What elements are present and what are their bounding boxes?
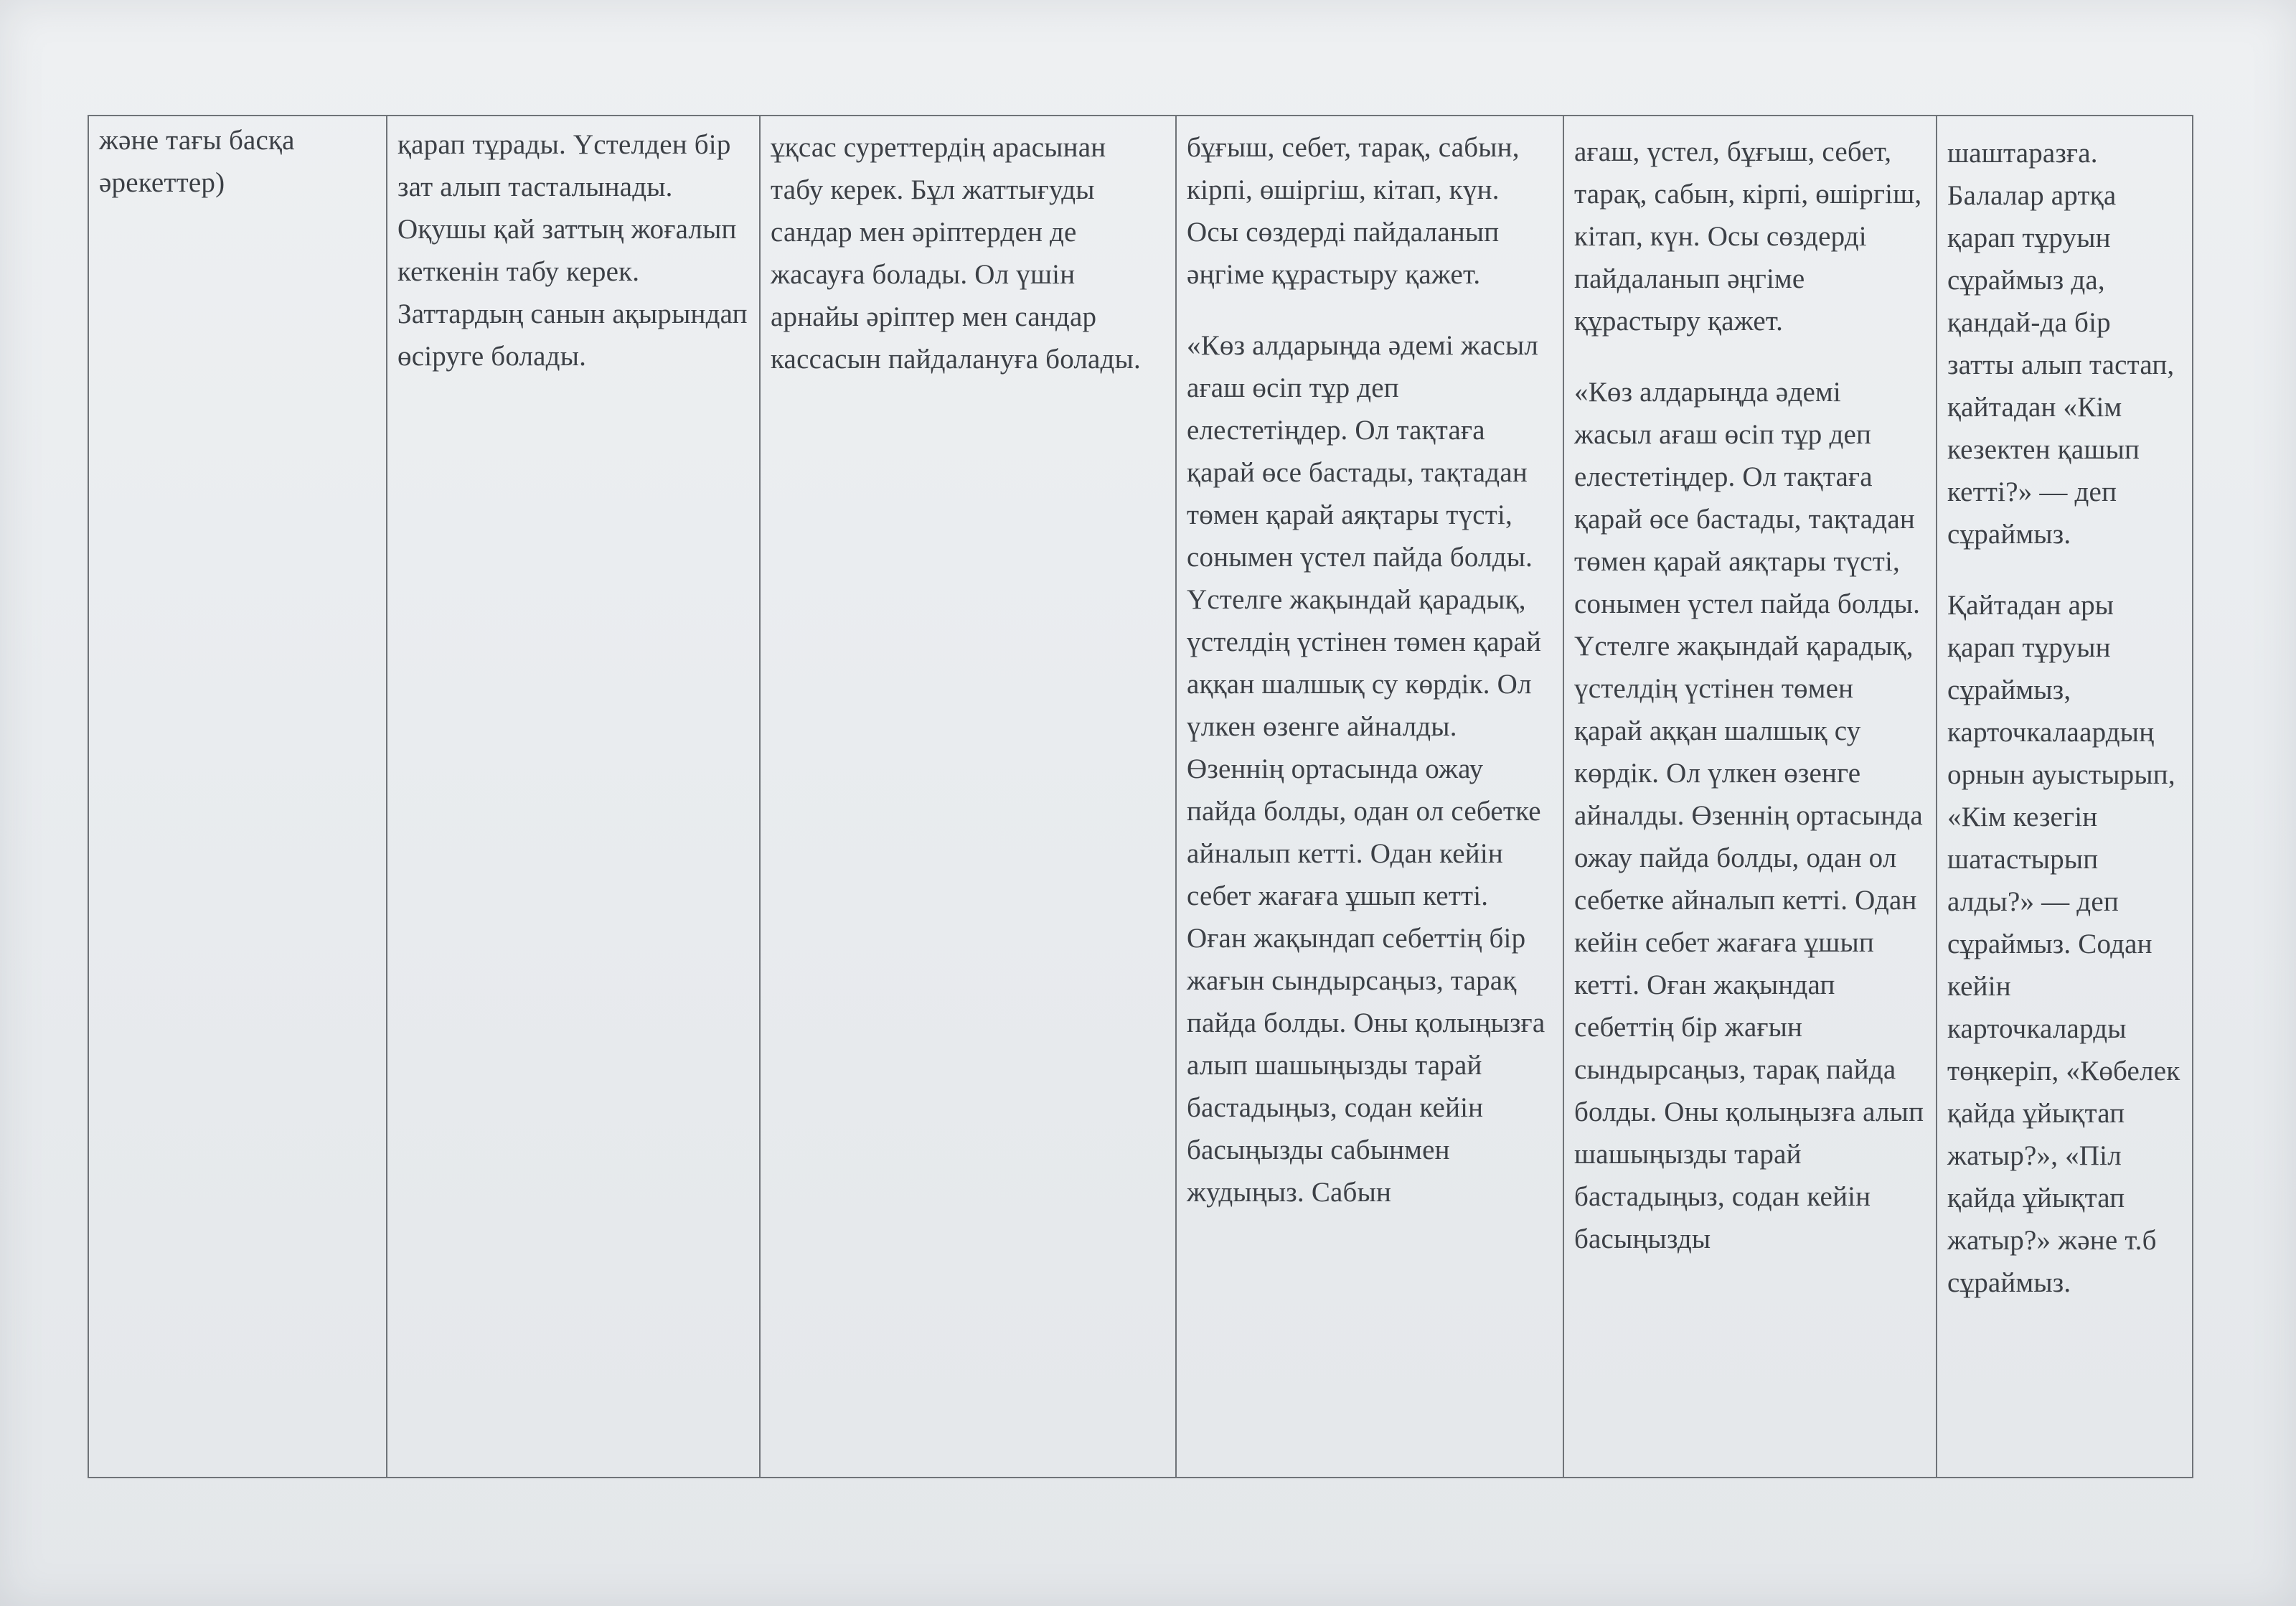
cell-paragraph: шаштаразға. Балалар артқа қарап тұруын сұраймыз да, қандай-да бір затты алып тастап, қайтадан «Кім кезектен қашып кетті?» — деп сұраймыз. — [1947, 138, 2175, 550]
table-cell-col-5 — [1564, 116, 1937, 1477]
cell-paragraph: ұқсас суреттердің арасынан табу керек. Бұл жаттығуды сандар мен әріптерден де жасауға болады. Ол үшін арнайы әріптер мен сандар кассасын пайдалануға болады. — [771, 132, 1141, 375]
cell-paragraph: «Көз алдарыңда әдемі жасыл ағаш өсіп тұр деп елестетіңдер. Ол тақтаға қарай өсе бастады, тақтадан төмен қарай аяқтары түсті, сонымен үстел пайда болды. Үстелге жақындай қарадық, үстелдің үстінен төмен қарай аққан шалшық су көрдік. Ол үлкен өзенге айналды. Өзеннің ортасында ожау пайда болды, одан ол себетке айналып кетті. Одан кейін себет жағаға ұшып кетті. Оған жақындап себеттің бір жағын сындырсаңыз, тарақ пайда болды. Оны қолыңызға алып шашыңызды тарай бастадыңыз, содан кейін басыңызды сабынмен жудыңыз. Сабын — [1187, 330, 1545, 1208]
table-cell-col-2 — [387, 116, 761, 1477]
cell-paragraph: «Көз алдарыңда әдемі жасыл ағаш өсіп тұр деп елестетіңдер. Ол тақтаға қарай өсе бастады, тақтадан төмен қарай аяқтары түсті, сонымен үстел пайда болды. Үстелге жақындай қарадық, үстелдің үстінен төмен қарай аққан шалшық су көрдік. Ол үлкен өзенге айналды. Өзеннің ортасында ожау пайда болды, одан ол себетке айналып кетті. Одан кейін себет жағаға ұшып кетті. Оған жақындап себеттің бір жағын сындырсаңыз, тарақ пайда болды. Оны қолыңызға алып шашыңызды тарай бастадыңыз, содан кейін басыңызды — [1574, 377, 1924, 1254]
table-cell-col-3 — [761, 116, 1177, 1477]
document-table — [88, 115, 2193, 1478]
cell-paragraph: Қайтадан ары қарап тұруын сұраймыз, карточкалаардың орнын ауыстырып, «Кім кезегін шатастырып алды?» — деп сұраймыз. Содан кейін карточкаларды төңкеріп, «Көбелек қайда ұйықтап жатыр?», «Піл қайда ұйықтап жатыр?» және т.б сұраймыз. — [1947, 590, 2180, 1298]
cell-paragraph: қарап тұрады. Үстелден бір зат алып тасталынады. Оқушы қай заттың жоғалып кеткенін табу керек. Заттардың санын ақырындап өсіруге болады. — [397, 129, 748, 372]
cell-paragraph: бұғыш, себет, тарақ, сабын, кірпі, өшіргіш, кітап, күн. Осы сөздерді пайдаланып әңгіме құрастыру қажет. — [1187, 132, 1520, 290]
table-cell-col-4 — [1177, 116, 1564, 1477]
table-cell-col-6 — [1937, 116, 2192, 1477]
cell-paragraph: ағаш, үстел, бұғыш, себет, тарақ, сабын, кірпі, өшіргіш, кітап, күн. Осы сөздерді пайдаланып әңгіме құрастыру қажет. — [1574, 136, 1922, 337]
table-cell-col-1 — [89, 116, 387, 1477]
cell-paragraph: және тағы басқа әрекеттер) — [99, 125, 295, 198]
